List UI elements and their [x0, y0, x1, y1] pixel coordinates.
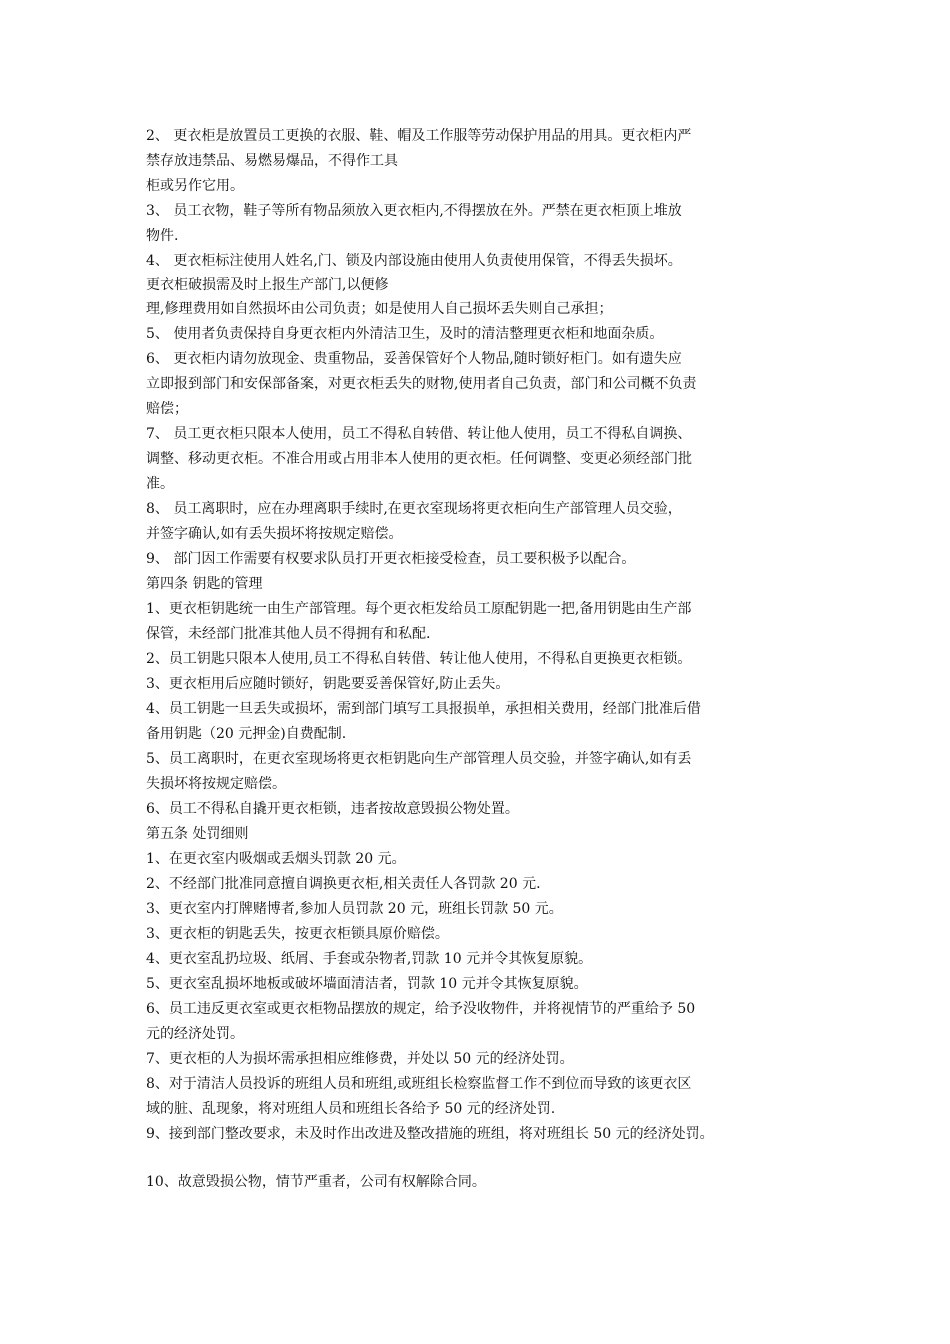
rule-line: 6、 更衣柜内请勿放现金、贵重物品，妥善保管好个人物品,随时锁好柜门。如有遗失应	[146, 351, 682, 367]
rule-line: 1、在更衣室内吸烟或丢烟头罚款 20 元。	[146, 851, 406, 867]
rule-line: 1、更衣柜钥匙统一由生产部管理。每个更衣柜发给员工原配钥匙一把,备用钥匙由生产部	[146, 601, 692, 617]
rule-line: 赔偿；	[146, 401, 188, 417]
rule-line: 10、故意毁损公物，情节严重者，公司有权解除合同。	[146, 1174, 486, 1190]
rule-line: 9、接到部门整改要求，未及时作出改进及整改措施的班组，将对班组长 50 元的经济处罚。	[146, 1126, 714, 1142]
rule-line: 2、不经部门批准同意擅自调换更衣柜,相关责任人各罚款 20 元.	[146, 876, 541, 892]
rule-line: 失损坏将按规定赔偿。	[146, 776, 286, 792]
rule-line: 物件.	[146, 228, 179, 244]
rule-line: 更衣柜破损需及时上报生产部门,以便修	[146, 277, 389, 293]
rule-line: 6、员工不得私自撬开更衣柜锁，违者按故意毁损公物处置。	[146, 801, 519, 817]
rule-line: 3、更衣柜用后应随时锁好，钥匙要妥善保管好,防止丢失。	[146, 676, 510, 692]
rule-line: 4、更衣室乱扔垃圾、纸屑、手套或杂物者,罚款 10 元并令其恢复原貌。	[146, 951, 593, 967]
section-heading-keys: 第四条 钥匙的管理	[146, 576, 263, 592]
rule-line: 8、 员工离职时，应在办理离职手续时,在更衣室现场将更衣柜向生产部管理人员交验，	[146, 501, 682, 517]
rule-line: 3、更衣柜的钥匙丢失，按更衣柜锁具原价赔偿。	[146, 926, 449, 942]
rule-line: 元的经济处罚。	[146, 1026, 244, 1042]
rule-line: 调整、移动更衣柜。不准合用或占用非本人使用的更衣柜。任何调整、变更必须经部门批	[146, 451, 692, 467]
rule-line: 4、员工钥匙一旦丢失或损坏，需到部门填写工具报损单，承担相关费用，经部门批准后借	[146, 701, 701, 717]
rule-line: 5、更衣室乱损坏地板或破坏墙面清洁者，罚款 10 元并令其恢复原貌。	[146, 976, 588, 992]
rule-line: 柜或另作它用。	[146, 178, 244, 194]
section-heading-penalties: 第五条 处罚细则	[146, 826, 249, 842]
rule-line: 5、 使用者负责保持自身更衣柜内外清洁卫生，及时的清洁整理更衣柜和地面杂质。	[146, 326, 664, 342]
rule-line: 7、更衣柜的人为损坏需承担相应维修费，并处以 50 元的经济处罚。	[146, 1051, 574, 1067]
rule-line: 3、更衣室内打牌赌博者,参加人员罚款 20 元，班组长罚款 50 元。	[146, 901, 563, 917]
rule-line: 9、 部门因工作需要有权要求队员打开更衣柜接受检查，员工要积极予以配合。	[146, 551, 636, 567]
rule-line: 立即报到部门和安保部备案，对更衣柜丢失的财物,使用者自己负责，部门和公司概不负责	[146, 376, 697, 392]
rule-line: 6、员工违反更衣室或更衣柜物品摆放的规定，给予没收物件，并将视情节的严重给予 50	[146, 1001, 696, 1017]
rule-line: 并签字确认,如有丢失损坏将按规定赔偿。	[146, 526, 403, 542]
rule-line: 7、 员工更衣柜只限本人使用，员工不得私自转借、转让他人使用，员工不得私自调换、	[146, 426, 692, 442]
rule-line: 域的脏、乱现象，将对班组人员和班组长各给予 50 元的经济处罚.	[146, 1101, 556, 1117]
rule-line: 5、员工离职时，在更衣室现场将更衣柜钥匙向生产部管理人员交验，并签字确认,如有丢	[146, 751, 692, 767]
rule-line: 理,修理费用如自然损坏由公司负责；如是使用人自己损坏丢失则自己承担；	[146, 301, 613, 317]
rule-line: 准。	[146, 476, 174, 492]
rule-line: 备用钥匙（20 元押金)自费配制.	[146, 726, 347, 742]
rule-line: 2、员工钥匙只限本人使用,员工不得私自转借、转让他人使用，不得私自更换更衣柜锁。	[146, 651, 692, 667]
rule-line: 4、 更衣柜标注使用人姓名,门、锁及内部设施由使用人负责使用保管，不得丢失损坏。	[146, 253, 682, 269]
rule-line: 3、 员工衣物，鞋子等所有物品须放入更衣柜内,不得摆放在外。严禁在更衣柜顶上堆放	[146, 203, 682, 219]
rule-line: 2、 更衣柜是放置员工更换的衣服、鞋、帽及工作服等劳动保护用品的用具。更衣柜内严	[146, 128, 692, 144]
rule-line: 保管，未经部门批准其他人员不得拥有和私配.	[146, 626, 431, 642]
rule-line: 8、对于清洁人员投诉的班组人员和班组,或班组长检察监督工作不到位而导致的该更衣区	[146, 1076, 692, 1092]
rule-line: 禁存放违禁品、易燃易爆品，不得作工具	[146, 153, 398, 169]
